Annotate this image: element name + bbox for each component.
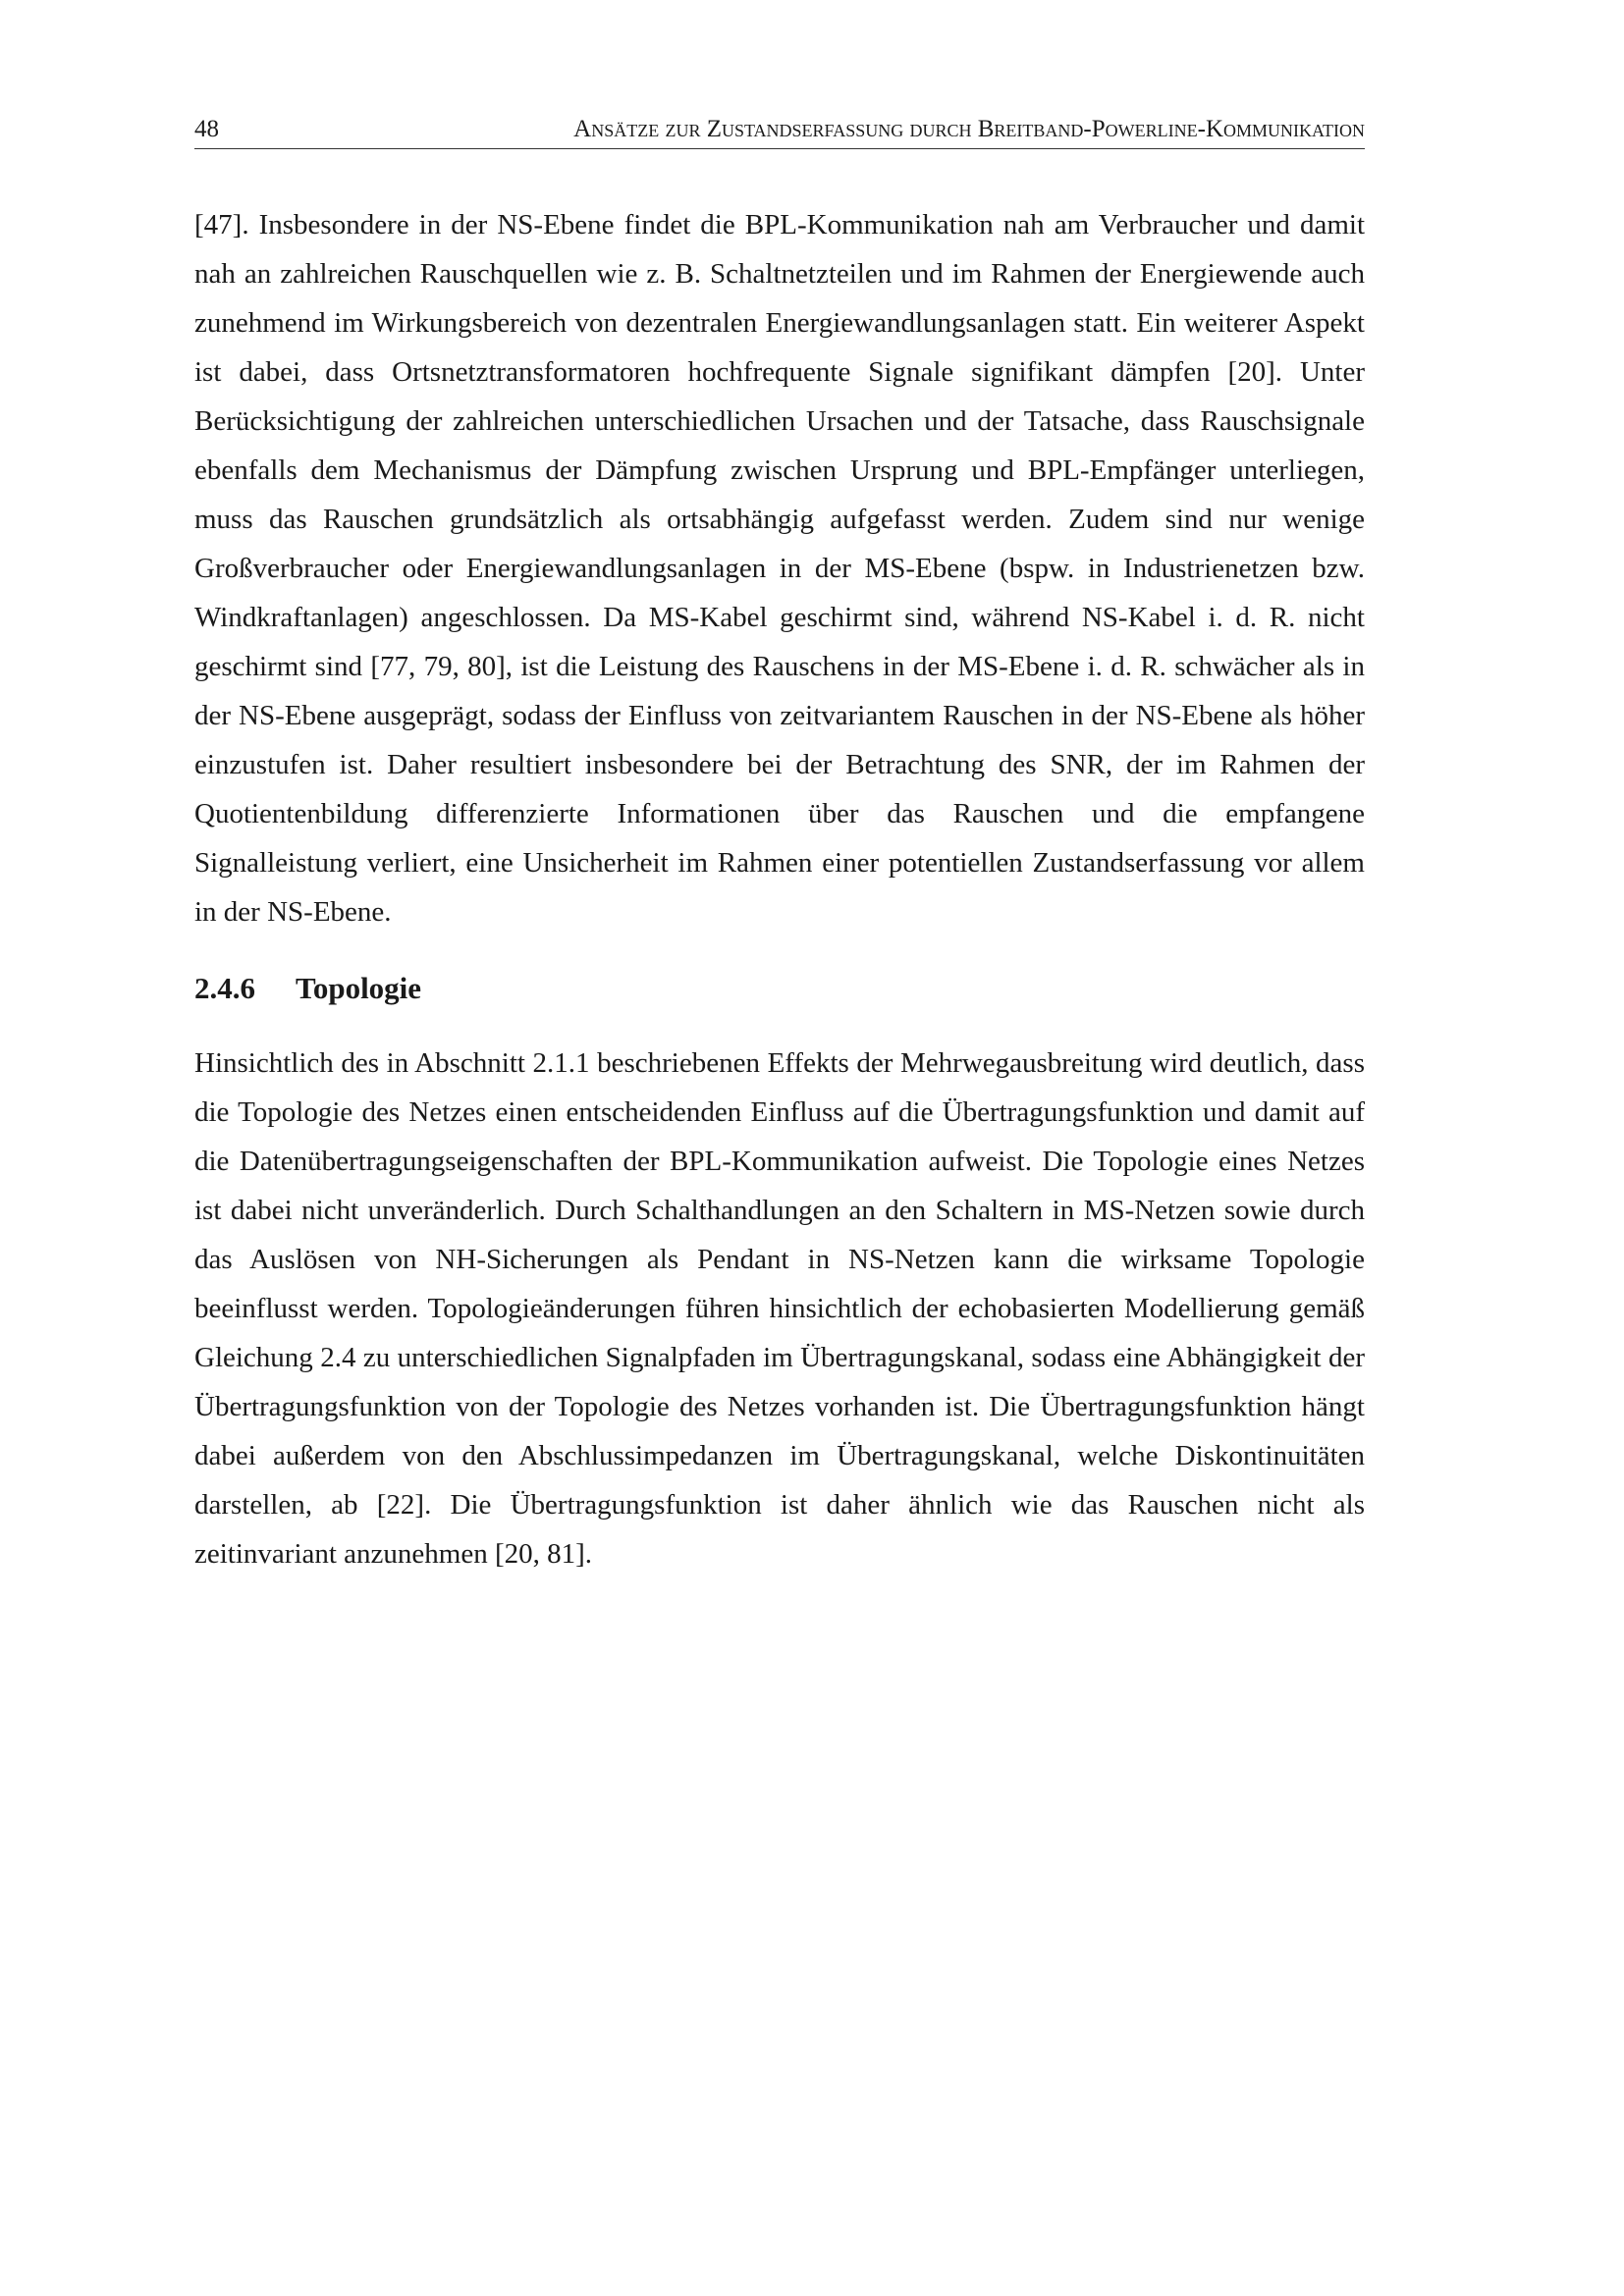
paragraph-topology: Hinsichtlich des in Abschnitt 2.1.1 beschriebenen Effekts der Mehrwegausbreitung wird deutlich, dass die Topologie des Netzes einen entscheidenden Einfluss auf die Übertragungsfunktion und damit auf die Datenübertragungseigenschaften der BPL-Kommunikation aufweist. Die Topologie eines Netzes ist dabei nicht unveränderlich. Durch Schalthandlungen an den Schaltern in MS-Netzen sowie durch das Auslösen von NH-Sicherungen als Pendant in NS-Netzen kann die wirksame Topologie beeinflusst werden. Topologieänderungen führen hinsichtlich der echobasierten Modellierung gemäß Gleichung 2.4 zu unterschiedlichen Signalpfaden im Übertragungskanal, sodass eine Abhängigkeit der Übertragungsfunktion von der Topologie des Netzes vorhanden ist. Die Übertragungsfunktion hängt dabei außerdem von den Abschlussimpedanzen im Übertragungskanal, welche Diskontinuitäten darstellen, ab [22]. Die Übertragungsfunktion ist daher ähnlich wie das Rauschen nicht als zeitinvariant anzunehmen [20, 81]. [194,1047,1365,1570]
section-heading [194,969,421,1008]
page-number: 48 [194,116,219,142]
running-header-title: Ansätze zur Zustandserfassung durch Breitband-Powerline-Kommunikation [573,116,1365,142]
section-number: 2.4.6 [194,971,255,1005]
section-title: Topologie [296,971,422,1005]
paragraph-noise: [47]. Insbesondere in der NS-Ebene findet die BPL-Kommunikation nah am Verbraucher und damit nah an zahlreichen Rauschquellen wie z. B. Schaltnetzteilen und im Rahmen der Energiewende auch zunehmend im Wirkungsbereich von dezentralen Energiewandlungsanlagen statt. Ein weiterer Aspekt ist dabei, dass Ortsnetztransformatoren hochfrequente Signale signifikant dämpfen [20]. Unter Berücksichtigung der zahlreichen unterschiedlichen Ursachen und der Tatsache, dass Rauschsignale ebenfalls dem Mechanismus der Dämpfung zwischen Ursprung und BPL-Empfänger unterliegen, muss das Rauschen grundsätzlich als ortsabhängig aufgefasst werden. Zudem sind nur wenige Großverbraucher oder Energiewandlungsanlagen in der MS-Ebene (bspw. in Industrienetzen bzw. Windkraftanlagen) angeschlossen. Da MS-Kabel geschirmt sind, während NS-Kabel i. d. R. nicht geschirmt sind [77, 79, 80], ist die Leistung des Rauschens in der MS-Ebene i. d. R. schwächer als in der NS-Ebene ausgeprägt, sodass der Einfluss von zeitvariantem Rauschen in der NS-Ebene als höher einzustufen ist. Daher resultiert insbesondere bei der Betrachtung des SNR, der im Rahmen der Quotientenbildung differenzierte Informationen über das Rauschen und die empfangene Signalleistung verliert, eine Unsicherheit im Rahmen einer potentiellen Zustandserfassung vor allem in der NS-Ebene. [194,209,1365,928]
running-header [194,112,1365,149]
